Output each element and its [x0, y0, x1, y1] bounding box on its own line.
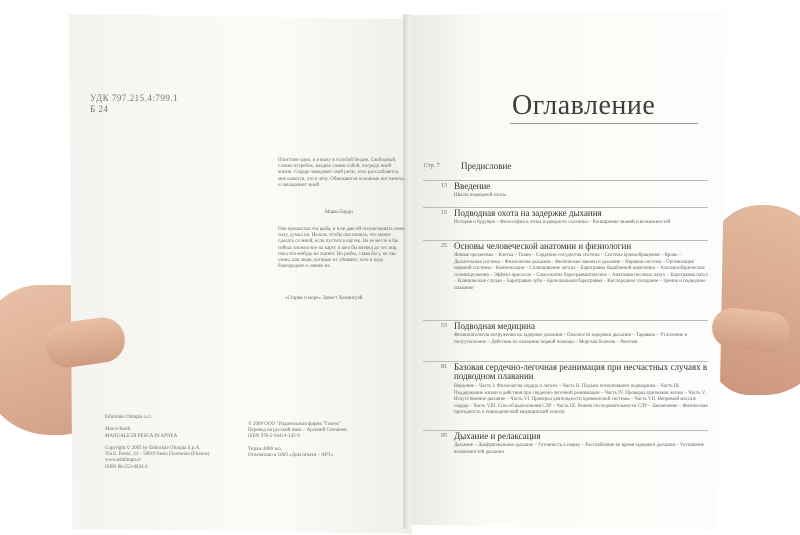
imprint-line: Отпечатано в ОАО «Дом печати – АРТ»: [248, 453, 334, 459]
udk-code: [90, 93, 178, 115]
toc-title: Оглавление: [512, 90, 656, 121]
imprint-line: Тираж 4000 экз.: [248, 446, 283, 452]
book-spine: [403, 14, 411, 529]
entry-title: Введение: [454, 181, 491, 191]
entry-title: Дыхание и релаксация: [454, 431, 541, 441]
entry-description: Школа подводной охоты: [454, 193, 507, 198]
entry-page-number: 95: [441, 433, 447, 439]
imprint-line: Editoriale Olimpia s.r.l.: [105, 415, 153, 420]
toc-page-label: Стр. 7: [424, 163, 440, 169]
imprint-line: Via E. Fermi, 24 – 50019 Sesto Fiorentino (Firenze): [105, 452, 210, 458]
entry-page-number: 15: [441, 210, 447, 216]
epigraph-author: Марко Барди: [325, 210, 353, 215]
entry-page-number: 13: [441, 183, 447, 189]
imprint-line: MANUALE DI PESCA IN APNEA: [105, 433, 178, 439]
entry-title: Базовая сердечно-легочная реанимация при несчастных случаях в подводном плавании: [454, 362, 708, 381]
toc-preface-heading: Предисловие: [461, 161, 512, 171]
entry-description: Физиопатология погружения на задержке дыхания – Опасности задержки дыхания – Таравана – Утопление и полуутопление – Действия по оказанию первой помощи – Морская болезнь – Рвотная: [454, 333, 688, 345]
udk-line: УДК 797.215.4:799.1: [90, 93, 179, 103]
entry-description: Дыхание – Диафрагмальное дыхание – Готовность к нырку – Расслабление во время задержки дыхания – Улучшение возможностей дыхания: [454, 443, 704, 455]
entry-page-number: 53: [441, 323, 447, 329]
imprint-line: Перевод на русский язык – Арсений Степанов: [248, 428, 347, 434]
imprint-line: ISBN 978-5-94414-145-9: [248, 434, 300, 440]
imprint-line: Copyright © 2003 by Editoriale Olimpia S.p.A.: [105, 446, 201, 452]
epigraph-quote-source: «Старик и море» Эрнест Хемингуэй: [285, 296, 363, 301]
entry-description: Живые организмы – Клетка – Ткани – Сердечно-сосудистая система – Система кровообращения – Кровь – Дыхательная система – Физиология дыхания – Физические законы и дыхание – Нервная система – Организация нервной системы – Компенсация – Сплющивание легких – Баротравма барабанной перепонки – Альтернобарические головокружения – Эффект присосок – Самосжатие баротравматическое – Анатомия носовых пазух – Баротравма пазух – Клинические случаи – Баротравма зуба – Бронхиальная баротравма – Кислородное голодание – Зрение и подводное плавание: [454, 253, 709, 291]
russian-imprint: [248, 422, 358, 459]
imprint-line: www.edolimpia.it: [105, 458, 141, 464]
entry-description: История и будущее – Философия и этика подводного охотника – Расширение знаний и возможностей: [454, 220, 671, 225]
epigraph-quote: Она прошагала эта рыба, и я не даю ей почувствовать свою силу, думал он. Нельзя, чтобы она поняла, что может сделать со мной, если пустится наутек. На ее месте я бы сейчас вложил все на карту и шел бы вперед до тех пор, пока что-нибудь не лопнет. Но рыбы, слава богу, не так умны, как люди, которые их убивают, хоть и куда благороднее и ловчее их.: [278, 227, 405, 270]
title-underline: [510, 123, 698, 124]
imprint-line: Marco Bardi: [105, 427, 131, 433]
imprint-block: [105, 415, 245, 471]
entry-title: Подводная охота на задержке дыхания: [454, 208, 602, 218]
entry-title: Подводная медицина: [454, 321, 535, 331]
right-hand: [710, 205, 800, 395]
epigraph-text: Поистине одно, и я вижу в голубой бездне. Свободный, словно ястребок, владею самим собой, посреди иной жизни. Сердце замедляет свой ритм, тело расслабляется, мне кажется, что я лечу. Обнажаются основные инстинкты, и завладевает мной: [278, 158, 405, 188]
entry-description: Введение – Часть I. Физиология сердца и легких – Часть II. Подъем потерпевшего подводника – Часть III. Поддержание жизни и действия при сердечно-легочной реанимации – Часть IV. Проверка признаков жизни – Часть V. Искусственное дыхание – Часть VI. Проверка деятельности кровеносной системы – Часть VII. Непрямой массаж сердца – Часть VIII. Способ выполнения СЛР – Часть IX. Режим последовательности СЛР – Заключение – Физическая пригодность и периодический медицинский осмотр: [454, 384, 708, 415]
imprint-line: © 2009 ООО "Издательская фирма "Гелеос": [248, 422, 342, 427]
entry-title: Основы человеческой анатомии и физиологии: [454, 241, 632, 251]
bbk-line: Б 24: [90, 104, 109, 114]
entry-page-number: 25: [441, 243, 447, 249]
imprint-line: ISBN 88-253-0034-4: [105, 464, 148, 470]
entry-page-number: 81: [441, 364, 447, 370]
